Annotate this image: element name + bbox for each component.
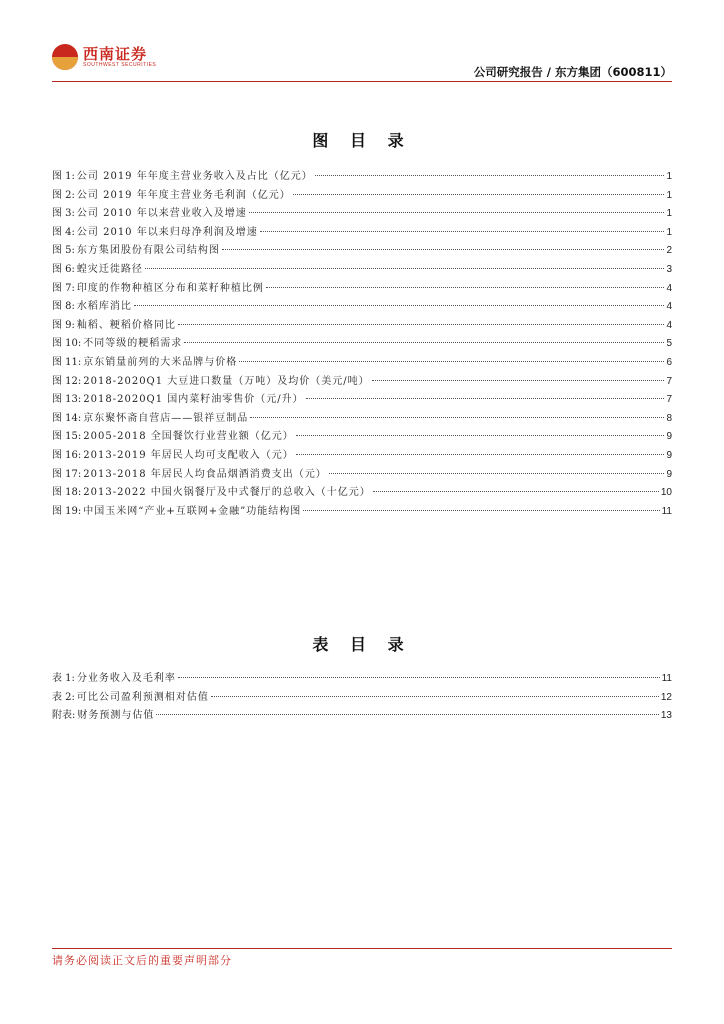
- toc-entry-label: 图 6:: [52, 263, 75, 275]
- toc-entry-label: 图 2:: [52, 189, 75, 201]
- toc-entry-title: 公司 2010 年以来营业收入及增速: [76, 208, 247, 220]
- toc-leader-dots: [372, 380, 665, 381]
- toc-leader-dots: [178, 677, 660, 678]
- toc-entry-page: 1: [666, 189, 672, 201]
- toc-entry-page: 9: [666, 431, 672, 443]
- toc-entry[interactable]: [52, 168, 672, 187]
- logo-emblem-icon: [52, 44, 78, 70]
- toc-entry-label: 图 9:: [52, 319, 75, 331]
- toc-leader-dots: [303, 510, 659, 511]
- toc-entry-title: 2005-2018 全国餐饮行业营业额（亿元）: [83, 431, 294, 443]
- toc-entry-label: 图 13:: [52, 394, 82, 406]
- toc-entry-page: 7: [666, 375, 672, 387]
- toc-leader-dots: [145, 268, 665, 269]
- toc-entry[interactable]: [52, 261, 672, 280]
- toc-entry-page: 2: [666, 245, 672, 257]
- toc-entry-title: 2013-2022 中国火锅餐厅及中式餐厅的总收入（十亿元）: [83, 487, 371, 499]
- toc-entry-title: 2018-2020Q1 国内菜籽油零售价（元/升）: [83, 394, 304, 406]
- toc-entry-label: 表 2:: [52, 691, 75, 703]
- toc-leader-dots: [239, 361, 664, 362]
- toc-entry-page: 1: [666, 226, 672, 238]
- footer-divider: [52, 948, 672, 949]
- toc-entry-title: 分业务收入及毛利率: [76, 673, 176, 684]
- toc-leader-dots: [222, 249, 665, 250]
- toc-entry-title: 蝗灾迁徙路径: [76, 263, 143, 275]
- toc-entry-page: 9: [666, 449, 672, 461]
- toc-entry[interactable]: [52, 484, 672, 503]
- toc-leader-dots: [249, 212, 665, 213]
- toc-entry-label: 图 17:: [52, 468, 82, 480]
- toc-leader-dots: [211, 696, 659, 697]
- toc-entry[interactable]: [52, 373, 672, 392]
- toc-entry-label: 图 18:: [52, 487, 82, 499]
- tables-toc-list: [52, 670, 672, 726]
- toc-entry-label: 图 19:: [52, 505, 82, 517]
- report-header-title: 公司研究报告 / 东方集团（600811）: [473, 65, 672, 79]
- toc-entry-title: 财务预测与估值: [77, 710, 155, 722]
- toc-entry[interactable]: [52, 503, 672, 522]
- toc-entry-page: 4: [666, 319, 672, 331]
- toc-entry-page: 7: [666, 394, 672, 406]
- toc-entry[interactable]: [52, 447, 672, 466]
- toc-entry-title: 2013-2019 年居民人均可支配收入（元）: [83, 449, 294, 461]
- toc-entry-page: 10: [660, 487, 672, 499]
- toc-entry-page: 6: [666, 356, 672, 368]
- toc-leader-dots: [293, 194, 665, 195]
- toc-entry[interactable]: [52, 317, 672, 336]
- toc-entry-page: 1: [666, 171, 672, 182]
- logo-cn-name: 西南证券: [83, 44, 148, 63]
- tables-toc-title: 表 目 录: [312, 635, 412, 654]
- toc-entry[interactable]: [52, 205, 672, 224]
- figures-toc-title: 图 目 录: [312, 131, 412, 150]
- toc-entry-page: 12: [660, 691, 672, 703]
- toc-entry-label: 图 16:: [52, 449, 82, 461]
- toc-entry[interactable]: [52, 280, 672, 299]
- toc-entry-title: 水稻库消比: [76, 301, 132, 313]
- toc-entry-title: 不同等级的粳稻需求: [83, 338, 183, 350]
- toc-entry-title: 籼稻、粳稻价格同比: [76, 319, 176, 331]
- toc-leader-dots: [250, 417, 664, 418]
- footer-disclaimer: 请务必阅读正文后的重要声明部分: [52, 954, 232, 967]
- toc-entry-page: 4: [666, 301, 672, 313]
- header-divider: [52, 81, 672, 82]
- toc-entry-label: 附表:: [52, 710, 76, 722]
- toc-entry-page: 3: [666, 263, 672, 275]
- toc-leader-dots: [266, 287, 665, 288]
- toc-entry-title: 2018-2020Q1 大豆进口数量（万吨）及均价（美元/吨）: [83, 375, 370, 387]
- toc-entry-page: 4: [666, 282, 672, 294]
- logo-en-name: SOUTHWEST SECURITIES: [83, 61, 157, 68]
- toc-leader-dots: [306, 398, 665, 399]
- toc-entry-title: 2013-2018 年居民人均食品烟酒消费支出（元）: [83, 468, 327, 480]
- toc-entry[interactable]: [52, 428, 672, 447]
- toc-entry[interactable]: [52, 391, 672, 410]
- toc-leader-dots: [315, 175, 665, 176]
- toc-entry[interactable]: [52, 466, 672, 485]
- toc-leader-dots: [260, 231, 665, 232]
- toc-entry-label: 图 10:: [52, 338, 82, 350]
- toc-entry-label: 图 15:: [52, 431, 82, 443]
- toc-entry-label: 图 12:: [52, 375, 82, 387]
- toc-entry-title: 东方集团股份有限公司结构图: [76, 245, 220, 257]
- toc-leader-dots: [156, 714, 659, 715]
- toc-entry[interactable]: [52, 689, 672, 708]
- toc-entry-label: 图 14:: [52, 412, 82, 424]
- toc-entry[interactable]: [52, 224, 672, 243]
- toc-entry-page: 9: [666, 468, 672, 480]
- toc-entry[interactable]: [52, 707, 672, 726]
- toc-entry-label: 图 8:: [52, 301, 75, 313]
- toc-entry-title: 京东销量前列的大米品牌与价格: [83, 356, 238, 368]
- toc-entry-label: 图 4:: [52, 226, 75, 238]
- toc-leader-dots: [296, 454, 665, 455]
- toc-leader-dots: [329, 473, 665, 474]
- toc-entry-label: 图 3:: [52, 208, 75, 220]
- toc-leader-dots: [184, 342, 664, 343]
- toc-entry[interactable]: [52, 410, 672, 429]
- toc-leader-dots: [134, 305, 665, 306]
- toc-entry-page: 13: [660, 710, 672, 722]
- toc-entry-title: 中国玉米网“产业+互联网+金融”功能结构图: [83, 505, 302, 517]
- toc-entry-label: 图 7:: [52, 282, 75, 294]
- toc-entry-title: 公司 2010 年以来归母净利润及增速: [76, 226, 258, 238]
- toc-entry-page: 5: [666, 338, 672, 350]
- toc-entry-page: 11: [661, 505, 672, 517]
- toc-entry-label: 图 1:: [52, 171, 75, 182]
- company-logo: [52, 44, 156, 70]
- toc-entry-label: 图 11:: [52, 356, 82, 368]
- toc-entry[interactable]: [52, 298, 672, 317]
- figures-toc-list: [52, 168, 672, 521]
- toc-leader-dots: [178, 324, 665, 325]
- toc-leader-dots: [373, 491, 659, 492]
- toc-entry[interactable]: [52, 335, 672, 354]
- toc-entry-page: 1: [666, 208, 672, 220]
- toc-leader-dots: [296, 435, 665, 436]
- logo-text: [83, 46, 156, 69]
- toc-entry-page: 8: [666, 412, 672, 424]
- toc-entry[interactable]: [52, 354, 672, 373]
- toc-entry-label: 表 1:: [52, 673, 75, 684]
- toc-entry-title: 公司 2019 年年度主营业务毛利润（亿元）: [76, 189, 291, 201]
- toc-entry-page: 11: [661, 673, 672, 684]
- toc-entry[interactable]: [52, 242, 672, 261]
- toc-entry-title: 印度的作物种植区分布和菜籽种植比例: [76, 282, 264, 294]
- toc-entry-title: 公司 2019 年年度主营业务收入及占比（亿元）: [76, 171, 313, 182]
- toc-entry[interactable]: [52, 187, 672, 206]
- toc-entry[interactable]: [52, 670, 672, 689]
- toc-entry-title: 可比公司盈利预测相对估值: [76, 691, 209, 703]
- toc-entry-label: 图 5:: [52, 245, 75, 257]
- toc-entry-title: 京东聚怀斋自营店——银祥豆制品: [83, 412, 249, 424]
